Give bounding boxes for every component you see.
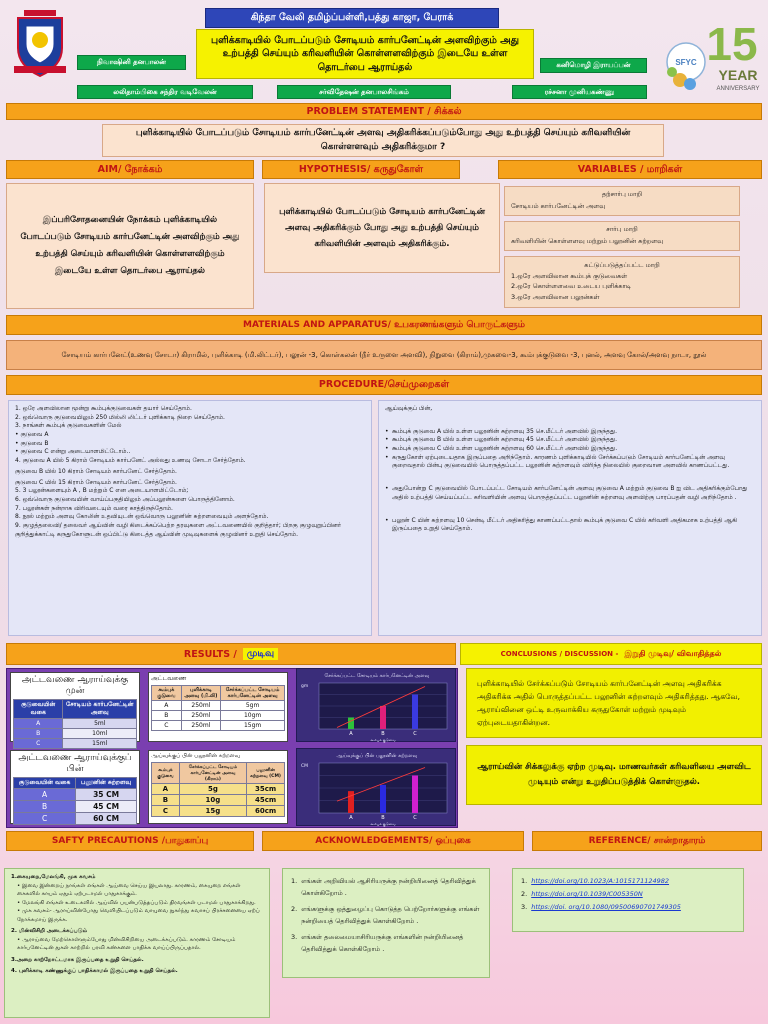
conclusion-box-2: ஆராய்வின் சிக்கலுக்கு ஏற்ற முடிவு. மாணவர்கள் கரிவளியை அளவிட முடியும் என்று உறுதிப்படுத்திக் கொள்ளுதல்.	[466, 745, 762, 805]
y-axis-label: gm	[301, 684, 309, 689]
proc-step: 9. குழுத்தலைவி/ தலைவர் ஆய்வின் வழி கிடைக்கப்பெற்ற தரவுகளை அட்டவணையில் குறித்தார்; பிறகு குழுவுறுப்பினர் குறித்துக்காட்டி கருதுகோளுடன் ஒப்பிட்டு கிடைத்த ஆய்வின் முடிவுகளைக் குழுவினர் உறுதி செய்தோம்.	[15, 521, 341, 538]
ack-box	[282, 868, 490, 978]
student-name-right: கனிமொழி இராயப்பன்	[540, 58, 647, 73]
student-name-left: நிவாஷினி தனபாலன்	[77, 55, 186, 70]
student-name-row2-3: ரச்சனா முனியகண்ணு	[512, 85, 647, 99]
proc-step: 4. குடுவை A யில் 5 கிராம் சோடியம் கார்பனேட் அல்லது உணவு சோடா சேர்த்தோம்.	[15, 457, 246, 465]
aim-header: AIM/ நோக்கம்	[6, 160, 254, 179]
observation-item: • கூம்புக் குடுவை B யில் உள்ள பலூனின் சுற்றளவு 45 செ.மீட்டர் அளவில் இருந்தது.	[385, 436, 755, 445]
reference-item: 2. https://doi.org/10.1039/C005350N	[521, 888, 735, 901]
proc-step: 3. நாங்கள் கூம்புக் குடுவைகளின் மேல்	[15, 422, 122, 430]
observation-item: • கருதுகோள் ஏற்புடையதாக இருப்பதை அறிந்தோம். காரணம் புளிக்காடியில் சேர்க்கப்படும் சோடியம் கார்பனேட்டின் அளவு குறைவதால் பின்பு குடுவையில் பொருத்தப்பட்ட பலூனின் சுற்றளவும் விரிந்த நிலையில் குறைவான அளவில் காணப்பட்டது.	[385, 454, 755, 471]
reference-item: 1. https://doi.org/10.1023/A:1015171124982	[521, 875, 735, 888]
reference-link-1[interactable]: https://doi.org/10.1023/A:1015171124982	[531, 877, 670, 885]
x-tick-label: A	[349, 731, 353, 737]
independent-variable: தற்சார்பு மாறி சோடியம் கார்பனேட்டின் அளவு	[504, 186, 740, 216]
table-added-amount: அட்டவணை கூம்புக் குடுவை புளிக்காடி அளவு (மி.லி) சேர்க்கப்பட்ட சோடியம் கார்பனேட்டின் அளவு A 250ml 5gm B 250ml 10gm C 250ml 15gm	[148, 672, 288, 742]
safety-item: 1.கையுறை,மேலங்கி, முக கவசம்	[11, 874, 96, 880]
chart-title: ஆய்வுக்குப் பின் பலூனின் சுற்றளவு	[336, 753, 418, 759]
anniv-word: YEAR	[718, 67, 758, 83]
x-tick-label: B	[381, 815, 385, 821]
chart-title: சேர்க்கப்பட்ட சோடியம் கார்பனேட்டின் அளவு	[324, 673, 430, 679]
anniv-number: 15	[706, 18, 758, 70]
observation-item: • கூம்புக் குடுவை C யில் உள்ள பலூனின் சுற்றளவு 60 செ.மீட்டர் அளவில் இருந்தது.	[385, 445, 755, 454]
dependent-variable: சார்பு மாறி கரிவளியின் கொள்ளளவு மற்றும் பலூனின் சுற்றளவு	[504, 221, 740, 251]
bar-A	[348, 718, 354, 730]
proc-step: 6. ஒவ்வொரு குடுவையின் வாய்ப்பகுதியிலும் அப்பலூன்களை பொருத்தினோம்.	[15, 495, 235, 503]
procedure-steps	[8, 400, 372, 636]
table-after: அட்டவணை ஆராய்வுக்குப் பின் குடுவையின் வகை பலூனின் சுற்றளவு A 35 CM B 45 CM C 60 CM	[10, 750, 140, 824]
materials-header: MATERIALS AND APPARATUS/ உபகரணங்களும் பொருட்களும்	[6, 315, 762, 335]
x-axis-label: கூம்புக் குடுவை	[370, 822, 396, 826]
proc-step: 1. ஒரே அளவிலான மூன்று கூம்புக்குடுவைகள் தயார் செய்தோம்.	[15, 405, 192, 412]
proc-step: 7. பலூன்கள் நன்றாக விரிவடையும் வரை காத்திருந்தோம்.	[15, 504, 173, 512]
safety-item: 4. புளிக்காடி கண்ணுக்குப் பாதிக்காமல் இருப்பதை உறுதி செய்தல்.	[11, 968, 178, 975]
results-header: RESULTS / முடிவு	[6, 643, 456, 665]
table-balloon-circumference: ஆய்வுக்குப் பின் பலூனின் சுற்றளவு கூம்புக் குடுவை சேர்க்கப்பட்ட சோடியம் கார்பனேட்டின் அளவு (கிராம்) பலூனின் சுற்றளவு (CM) A 5g 35cm B 10g 45cm C 15g 60cm	[148, 750, 288, 824]
safety-item: 2. மின்விசிறி அடைக்கப்படும்	[11, 928, 88, 935]
table-before: அட்டவணை ஆராய்வுக்கு முன் குடுவையின் வகை சோடியம் கார்பனேட்டின் அளவு A 5ml B 10ml C 15ml	[10, 672, 140, 742]
reference-header: REFERENCE/ சான்றாதாரம்	[532, 831, 762, 851]
proc-step: • குடுவை B	[15, 439, 49, 447]
anniv-sub: ANNIVERSARY	[716, 86, 760, 92]
reference-link-3[interactable]: https://doi. org/10.1080/09500690701749305	[531, 903, 681, 911]
x-tick-label: C	[413, 731, 417, 737]
proc-step: 2. ஒவ்வொரு குடுவையிலும் 250 மில்லி லிட்டர் புளிக்காடி நிறை செய்தோம்.	[15, 413, 225, 421]
ack-item: 2. எங்களுக்கு ஒத்துழைப்பு கொடுத்த பெற்றோர்களுக்கு எங்கள் நன்றியைத் தெரிவித்துக் கொள்கிறோம் .	[291, 905, 480, 926]
proc-step: • குடுவை C என்று அடையாளமிட்டோம்..	[15, 448, 131, 456]
bar-B	[380, 785, 386, 813]
proc-step: • குடுவை A	[15, 431, 49, 439]
proc-step: 8. நூல் மற்றும் அளவு கோலின் உதவியுடன் ஒவ்வொரு பலூனின் சுற்றளவையும் அளந்தோம்.	[15, 513, 269, 521]
chart-balloon-circumference	[296, 748, 456, 826]
ack-item: 1. எங்கள் அறிவியல் ஆசிரியருக்கு நன்றியினைத் தெரிவித்துக் கொள்கிறோம் .	[291, 877, 476, 898]
hypothesis-header: HYPOTHESIS/ கருதுகோள்	[262, 160, 460, 179]
school-logo	[10, 8, 70, 80]
project-title	[196, 29, 534, 79]
ack-item: 3. எங்கள் தலைமையாசிரியருக்கு எங்களின் நன்றியினைத் தெரிவித்துக் கொள்கிறோம் .	[291, 933, 464, 954]
school-name-banner	[205, 8, 499, 28]
conclusion-box-1: புளிக்காடியில் சேர்க்கப்படும் சோடியம் கார்பனேட்டின் அளவு அதிகரிக்க அதிகரிக்க அதில் பொருத்தப்பட்ட பலூனின் சுற்றளவும் அதிகரித்தது. ஆகவே, ஆராய்வினை ஒட்டி உருவாக்கிய கருதுகோள் மற்றும் முடிவும் ஏற்புடையதாகின்றன.	[466, 668, 762, 738]
safety-item: • இவை இன்றைய் நாங்கள் எங்கள் ஆய்வை செய்ய இயலாது. காரணம், கையுறை எங்கள் கைகளில் காயம் ஏதும் ஏற்படாமல் பாதுகாக்கும்.	[17, 882, 241, 898]
safety-item: • ஆராய்வை மேற்கொள்ளும்போது மின்விசிறியை அடைக்கப்படும். காரணம் சோடியம் கார்பனேட்டின் துகள் காற்றில் பரவி கண்களை பாதிக்க வாய்ப்பிருப்பதால்.	[17, 936, 236, 952]
x-tick-label: B	[381, 731, 385, 737]
observation-item: • அதுபோன்று C குடுவையில் போடப்பட்ட சோடியம் கார்பனேட்டின் அளவு குடுவை A மற்றும் குடுவை B ஐ விட அதிகரிக்கும்போது அதில் உற்பத்தி செய்யப்பட்ட கரிவளியின் அளவு பொருத்தப்பட்ட பலூனின் சுற்றளவு அளவிற்கு பாரப்பதன் வழி அறிந்தோம் .	[385, 485, 755, 502]
aim-box: இப்பரிசோதனையின் நோக்கம் புளிக்காடியில் போடப்படும் சோடியம் கார்பனேட்டின் அளவிற்கும் அது உற்பத்தி செய்யும் கரிவளியின் கொள்ளளவிற்கும் இடையே உள்ள தொடர்பை ஆராய்தல்	[6, 183, 254, 309]
proc-step: 5. 3 பலூன்களையும் A , B மற்றும் C என அடையாளமிட்டோம்;	[15, 487, 189, 495]
reference-link-2[interactable]: https://doi.org/10.1039/C005350N	[531, 890, 643, 898]
chart-1-svg	[297, 669, 457, 743]
bar-B	[380, 706, 386, 729]
hypothesis-box: புளிக்காடியில் போடப்படும் சோடியம் கார்பனேட்டின் அளவு அதிகரிக்கும் போது அது உற்பத்தி செய்யும் கரிவளியின் அளவும் அதிகரிக்கும்.	[264, 183, 500, 273]
safety-item: 3.அறை காற்றோட்டமாக இருப்பதை உறுதி செய்தல்.	[11, 956, 144, 963]
chart-2-svg	[297, 749, 457, 827]
student-name-row2-1: லலிதாம்பிகை சந்திர வடிவேலன்	[77, 85, 253, 99]
safety-item: • மேலங்கி எங்கள் உடைகளில் ஆய்வில் பயன்படுத்தப்படும் திரவங்கள் படாமல் பாதுகாக்கிறது.	[17, 899, 256, 906]
bar-C	[412, 695, 418, 730]
reference-box	[512, 868, 744, 932]
controlled-variable: கட்டுப்படுத்தப்பட்ட மாறி 1.ஒரே அளவிலான கூம்புக் குடுவைகள் 2.ஒரே கொள்ளளவை உடைய புளிக்காடி 3.ஒரே அளவிலான பலூன்கள்	[504, 256, 740, 308]
observation-item: • பலூன் C யின் சுற்றளவு 10 சென்டி மீட்டர் அதிகரித்து காணப்பட்டதால் கூம்புக் குடுவை C யில் கரிவளி அதிகமாக உற்பத்தி ஆகி இருப்பதை உறுதி செய்தோம்.	[385, 517, 755, 534]
x-tick-label: C	[413, 815, 417, 821]
materials-box: சோடியம் கார்பனேட்(உணவு சோடா) கிராமில், புளிக்காடி (மி.லிட்டர்), பலூன் -3, கொள்கலன் (நீர் உருளை அளவி), நிறுவை (கிராம்),முகவை-3, கூம்புக்குடுவை -3, புனல், அளவு கோல்/அளவு நாடா, நூல்	[6, 340, 762, 370]
conclusion-header: CONCLUSIONS / DISCUSSION - இறுதி முடிவு/ விவாதித்தல்	[460, 643, 762, 665]
school-name: கிந்தா வேலி தமிழ்ப்பள்ளி,பத்து காஜா, பேராக்	[250, 12, 454, 23]
observation-item: • கூம்புக் குடுவை A யில் உள்ள பலூனின் சுற்றளவு 35 செ.மீட்டர் அளவில் இருந்தது.	[385, 428, 755, 437]
x-axis-label: கூம்புக் குடுவை	[370, 738, 396, 742]
proc-step: குடுவை B யில் 10 கிராம் சோடியம் கார்பனேட் சேர்த்தோம்.	[15, 467, 177, 475]
y-axis-label: CM	[301, 764, 309, 769]
title-text: புளிக்காடியில் போடப்படும் சோடியம் கார்பனேட்டின் அளவிற்கும் அது உற்பத்தி செய்யும் கரிவளியின் கொள்ளளவிற்கும் இடையே உள்ள தொடர்பை ஆராய்தல்	[211, 35, 519, 73]
safety-box	[4, 868, 270, 1018]
problem-header: PROBLEM STATEMENT / சிக்கல்	[6, 103, 762, 120]
ack-header: ACKNOWLEDGEMENTS/ ஒப்புகை	[262, 831, 524, 851]
safety-header: SAFTY PRECAUTIONS /பாதுகாப்பு	[6, 831, 254, 851]
reference-item: 3. https://doi. org/10.1080/09500690701749305	[521, 901, 735, 914]
proc-step: குடுவை C யில் 15 கிராம் சோடியம் கார்பனேட் சேர்த்தோம்.	[15, 478, 177, 486]
brand-text: SFYC	[675, 58, 697, 67]
bar-A	[348, 791, 354, 813]
x-tick-label: A	[349, 815, 353, 821]
procedure-header: PROCEDURE/செய்முறைகள்	[6, 375, 762, 395]
safety-item: • முக கவசம்- ஆராய்வின்போது வெளியிடப்படும் வாயுவை நுகர்ந்து சுவாசப் பிரச்சனையை ஏற்ப் நோக்கமாய் இருக்க.	[17, 908, 260, 923]
procedure-observations: ஆய்வுக்குப் பின், • கூம்புக் குடுவை A யில் உள்ள பலூனின் சுற்றளவு 35 செ.மீட்டர் அளவில் இருந்தது. • கூம்புக் குடுவை B யில் உள்ள பலூனின் சுற்றளவு 45 செ.மீட்டர் அளவில் இருந்தது. • கூம்புக் குடுவை C யில் உள்ள பலூனின் சுற்றளவு 60 செ.மீட்டர் அளவில் இருந்தது. • கருதுகோள் ஏற்புடையதாக இருப்பதை அறிந்தோம். காரணம் புளிக்காடியில் சேர்க்கப்படும் சோடியம் கார்பனேட்டின் அளவு குறைவதால் பின்பு குடுவையில் பொருத்தப்பட்ட பலூனின் சுற்றளவும் விரிந்த நிலையில் குறைவான அளவில் காணப்பட்டது. • அதுபோன்று C குடுவையில் போடப்பட்ட சோடியம் கார்பனேட்டின் அளவு குடுவை A மற்றும் குடுவை B ஐ விட அதிகரிக்கும்போது அதில் உற்பத்தி செய்யப்பட்ட கரிவளியின் அளவு பொருத்தப்பட்ட பலூனின் சுற்றளவு அளவிற்கு பாரப்பதன் வழி அறிந்தோம் . • பலூன் C யின் சுற்றளவு 10 சென்டி மீட்டர் அதிகரித்து காணப்பட்டதால் கூம்புக் குடுவை C யில் கரிவளி அதிகமாக உற்பத்தி ஆகி இருப்பதை உறுதி செய்தோம்.	[378, 400, 762, 636]
problem-statement: புளிக்காடியில் போடப்படும் சோடியம் கார்பனேட்டின் அளவு அதிகரிக்கப்படும்போது அது உற்பத்தி செய்யும் கரிவளியின் கொள்ளளவும் அதிகரிக்குமா ?	[102, 124, 664, 157]
chart-added-amount	[296, 668, 456, 742]
student-name-row2-2: சர்விதேஷன் தனபாலசிங்கம்	[277, 85, 451, 99]
variables-header: VARIABLES / மாறிகள்	[498, 160, 762, 179]
anniversary-logo	[652, 6, 764, 98]
bar-C	[412, 776, 418, 814]
